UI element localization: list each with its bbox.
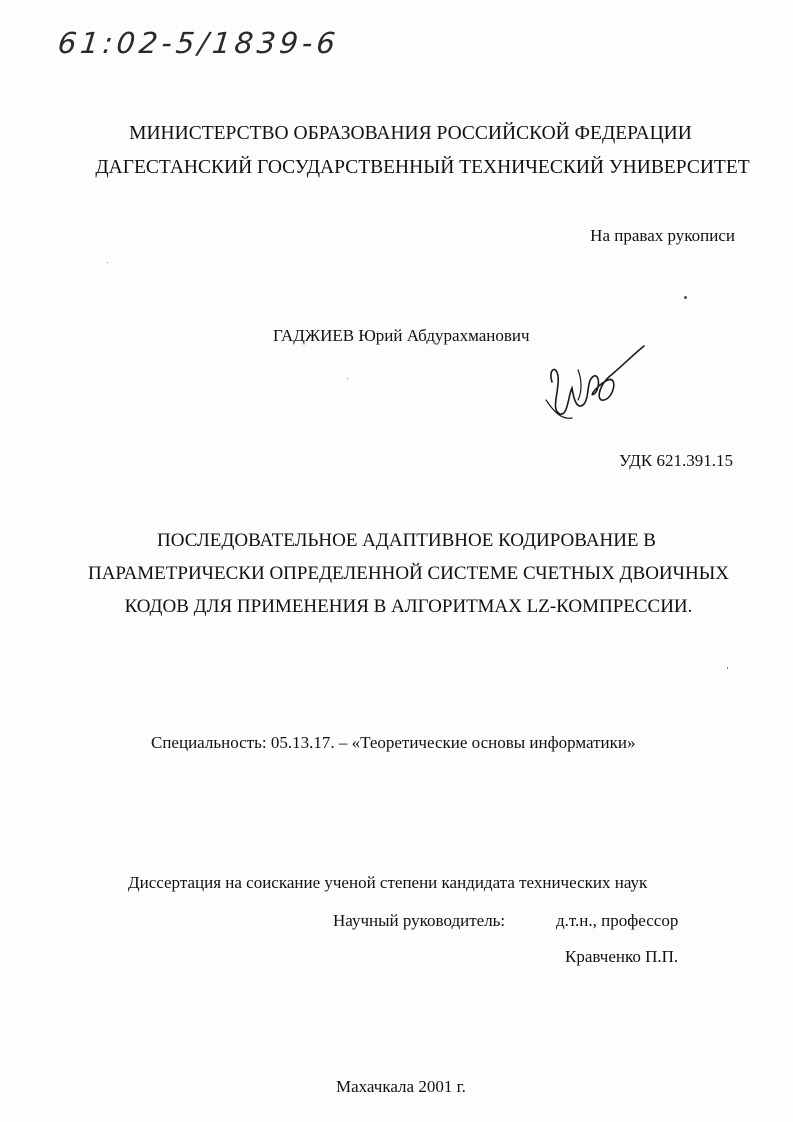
dissertation-title-line: КОДОВ ДЛЯ ПРИМЕНЕНИЯ В АЛГОРИТМАХ LZ-КОМПРЕССИИ. xyxy=(124,596,693,617)
handwritten-archive-number: 61:02-5/1839-6 xyxy=(56,26,341,60)
advisor-label: Научный руководитель: xyxy=(333,911,506,930)
manuscript-rights-note: На правах рукописи xyxy=(590,226,735,245)
signature-icon xyxy=(538,340,648,425)
advisor-degree: д.т.н., профессор xyxy=(556,911,679,930)
udk-code: УДК 621.391.15 xyxy=(618,451,733,470)
specialty-line: Специальность: 05.13.17. – «Теоретические основы информатики» xyxy=(151,733,636,752)
scan-speck xyxy=(727,667,728,669)
dissertation-title-line: ПАРАМЕТРИЧЕСКИ ОПРЕДЕЛЕННОЙ СИСТЕМЕ СЧЕТНЫХ ДВОИЧНЫХ xyxy=(87,563,729,584)
scan-speck xyxy=(347,378,348,379)
city-year: Махачкала 2001 г. xyxy=(336,1077,466,1096)
scan-speck xyxy=(107,262,108,263)
author-name: ГАДЖИЕВ Юрий Абдурахманович xyxy=(273,326,530,345)
dissertation-degree-line: Диссертация на соискание ученой степени кандидата технических наук xyxy=(128,873,648,892)
scan-speck xyxy=(684,296,687,299)
university-heading: ДАГЕСТАНСКИЙ ГОСУДАРСТВЕННЫЙ ТЕХНИЧЕСКИЙ УНИВЕРСИТЕТ xyxy=(95,157,750,178)
ministry-heading: МИНИСТЕРСТВО ОБРАЗОВАНИЯ РОССИЙСКОЙ ФЕДЕРАЦИИ xyxy=(129,123,692,144)
dissertation-title-line: ПОСЛЕДОВАТЕЛЬНОЕ АДАПТИВНОЕ КОДИРОВАНИЕ В xyxy=(157,530,656,551)
advisor-name: Кравченко П.П. xyxy=(565,947,679,966)
